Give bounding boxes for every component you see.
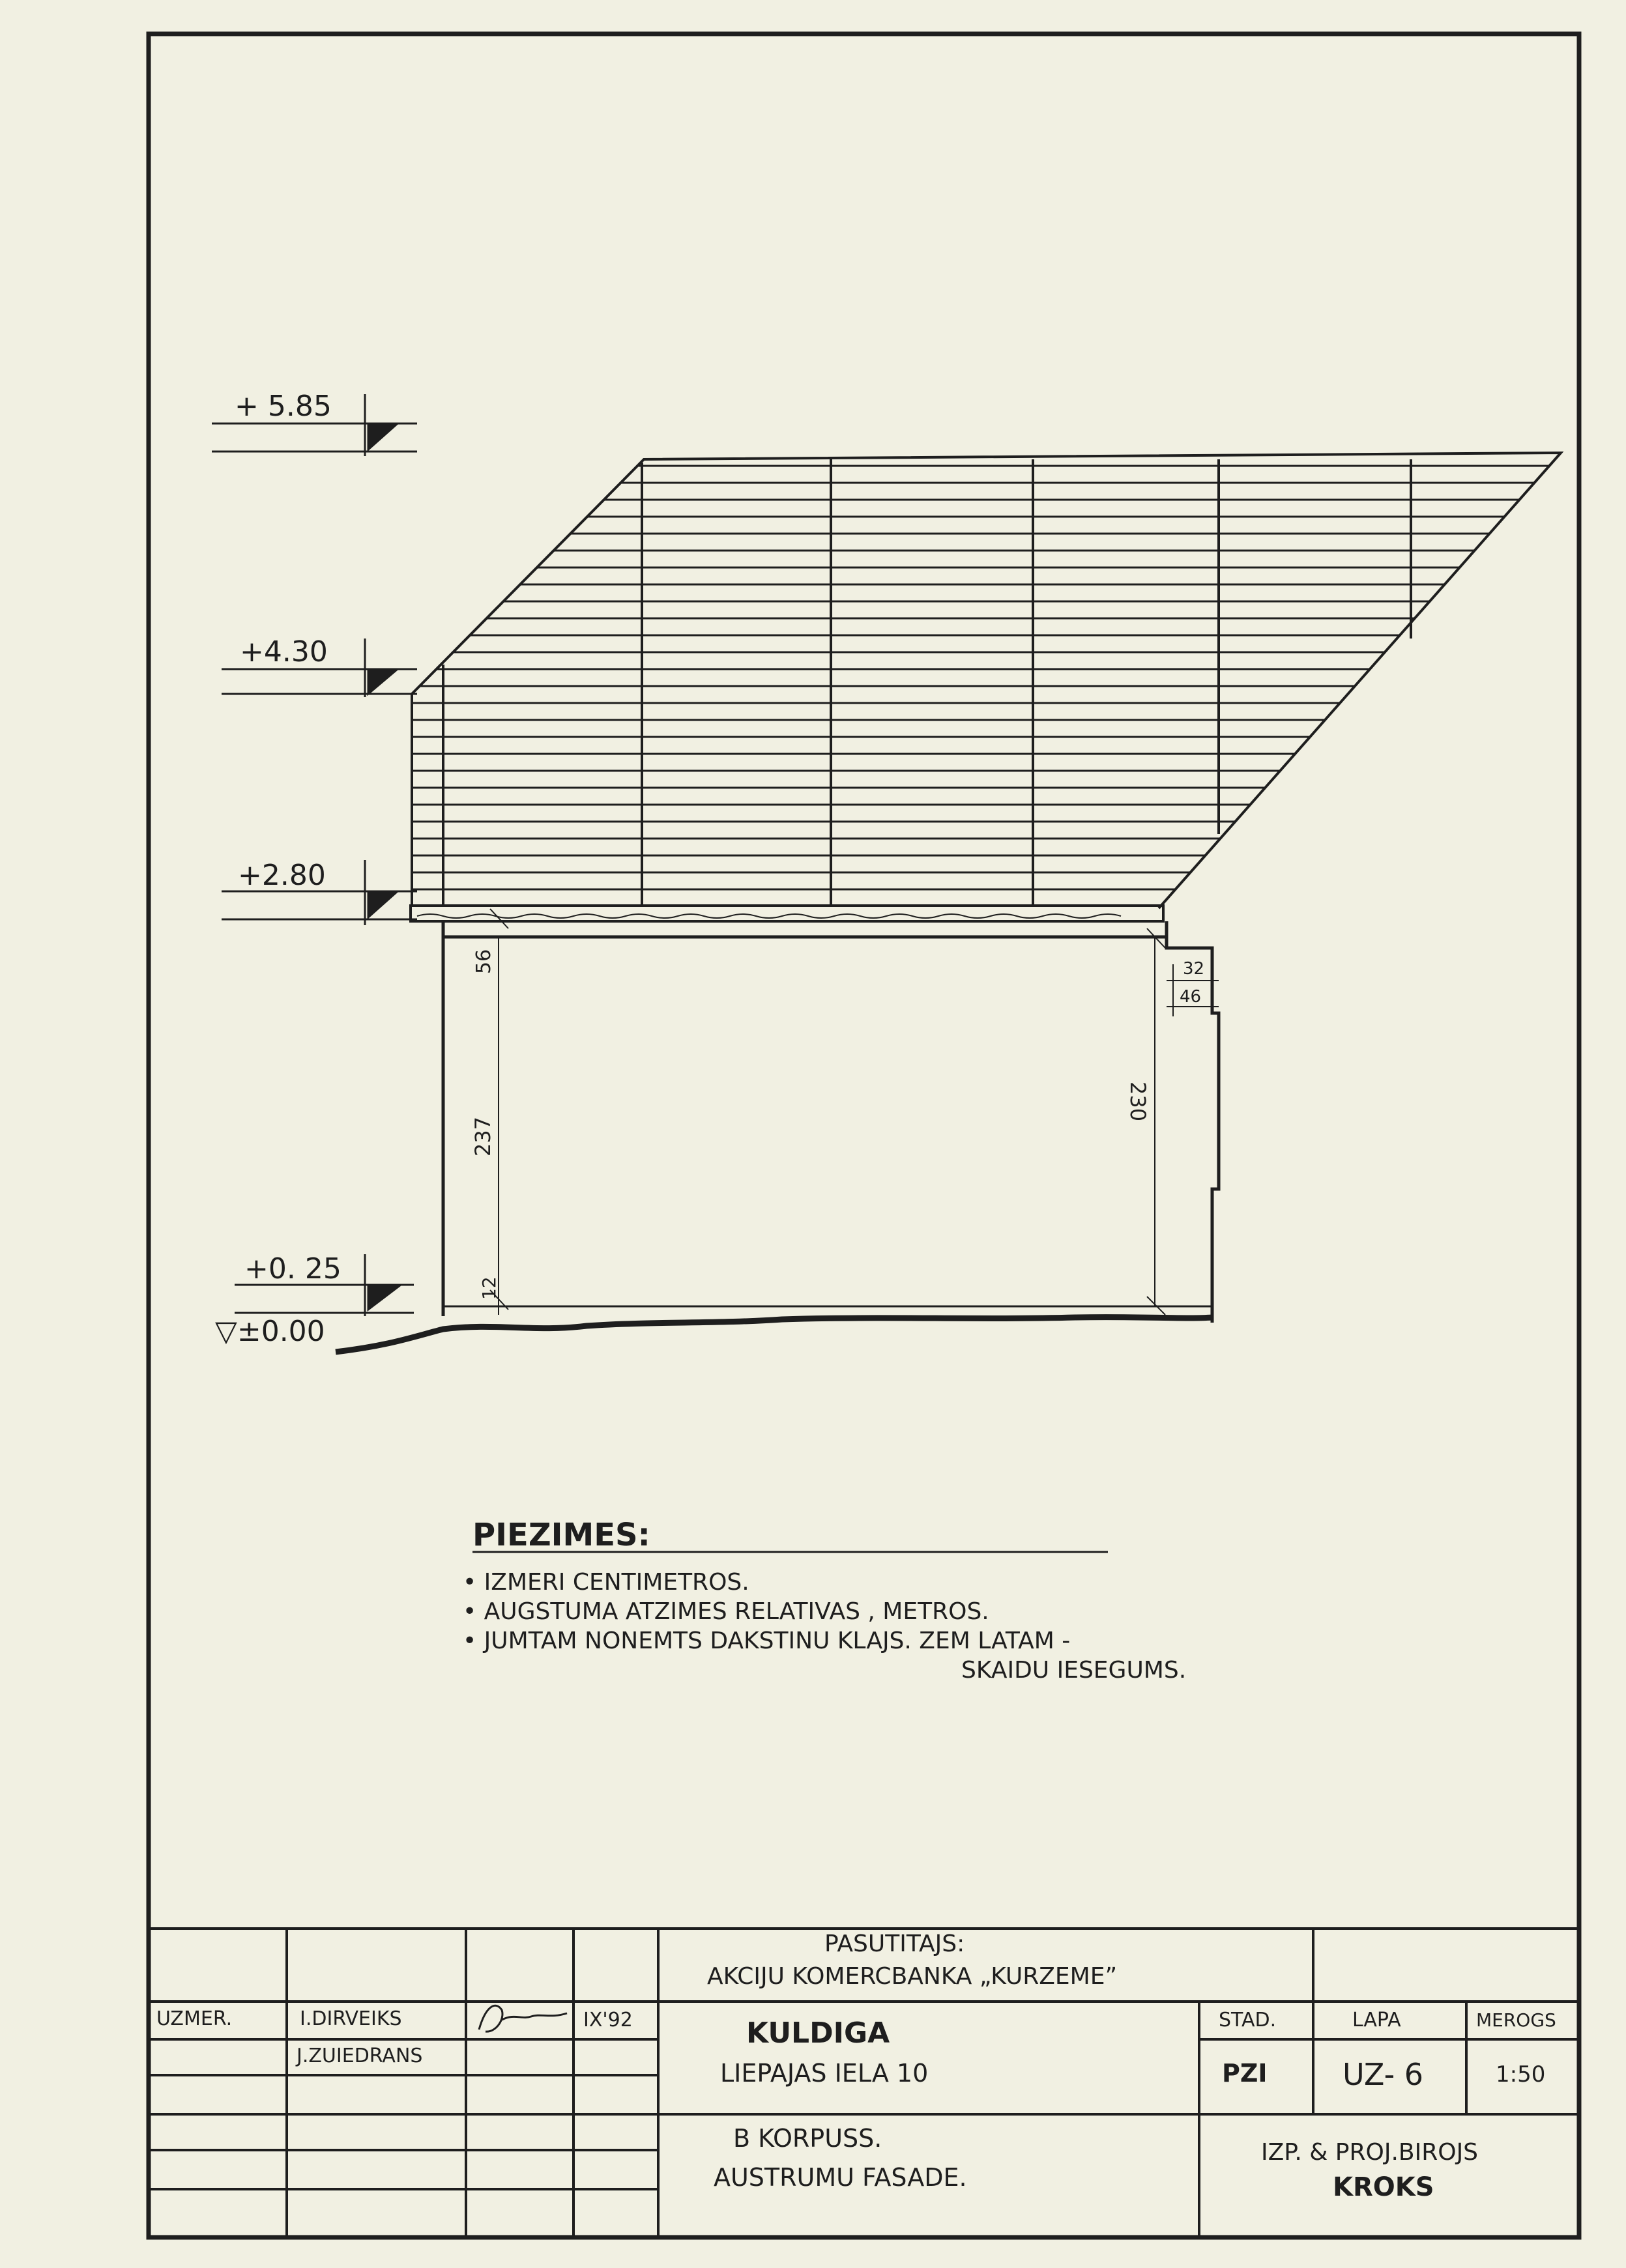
eaves-wavy-line xyxy=(417,914,1121,918)
sheet-border xyxy=(149,34,1579,2237)
lapa-value: UZ- 6 xyxy=(1343,2057,1424,2092)
date: IX'92 xyxy=(583,2009,633,2031)
dim-tick xyxy=(490,909,508,928)
elevation-label: +2.80 xyxy=(238,859,326,892)
note-line: SKAIDU IESEGUMS. xyxy=(961,1657,1187,1684)
dimension-label: 230 xyxy=(1125,1082,1150,1122)
bureau-line: IZP. & PROJ.BIROJS xyxy=(1261,2139,1479,2166)
roof-eaves-band xyxy=(411,906,1163,921)
dimension-label: 32 xyxy=(1183,959,1205,979)
stad-label: STAD. xyxy=(1219,2009,1277,2031)
notes-title: PIEZIMES: xyxy=(472,1517,650,1553)
client-name: AKCIJU KOMERCBANKA „KURZEME” xyxy=(707,1963,1118,1990)
merogs-label: MEROGS xyxy=(1476,2009,1556,2031)
wall-elevation xyxy=(443,909,1219,1323)
city: KULDIGA xyxy=(746,2017,890,2050)
roof-outline xyxy=(412,453,1561,908)
elevation-label: +4.30 xyxy=(240,635,328,668)
lapa-label: LAPA xyxy=(1352,2009,1401,2031)
elevation-label: + 5.85 xyxy=(235,390,332,423)
address: LIEPAJAS IELA 10 xyxy=(720,2059,929,2088)
ground-line xyxy=(336,1317,1212,1352)
drawing-title: B KORPUSS. xyxy=(733,2124,882,2153)
person-name: I.DIRVEIKS xyxy=(300,2007,402,2030)
note-line: • AUGSTUMA ATZIMES RELATIVAS , METROS. xyxy=(463,1598,989,1625)
person-name: J.ZUIEDRANS xyxy=(297,2045,423,2067)
client-label: PASUTITAJS: xyxy=(824,1931,965,1957)
elevation-markers xyxy=(212,394,417,1316)
bureau-name: KROKS xyxy=(1333,2172,1434,2202)
stad-value: PZI xyxy=(1222,2059,1268,2088)
note-line: • JUMTAM NONEMTS DAKSTINU KLAJS. ZEM LATAM - xyxy=(463,1628,1071,1654)
drawing-subtitle: AUSTRUMU FASADE. xyxy=(714,2163,967,2192)
dimension-label: 56 xyxy=(472,949,495,974)
uzmer-label: UZMER. xyxy=(156,2007,233,2030)
note-line: • IZMERI CENTIMETROS. xyxy=(463,1569,749,1596)
elevation-label: +0. 25 xyxy=(244,1252,341,1285)
dimension-label: 237 xyxy=(471,1116,495,1156)
elevation-label: ▽±0.00 xyxy=(215,1315,325,1348)
wall-right-profile xyxy=(1167,921,1219,1323)
signature xyxy=(479,2005,567,2031)
merogs-value: 1:50 xyxy=(1496,2061,1546,2088)
dimension-label: 46 xyxy=(1180,987,1202,1007)
dimension-label: 12 xyxy=(478,1276,500,1300)
roof-battens xyxy=(412,466,1549,889)
